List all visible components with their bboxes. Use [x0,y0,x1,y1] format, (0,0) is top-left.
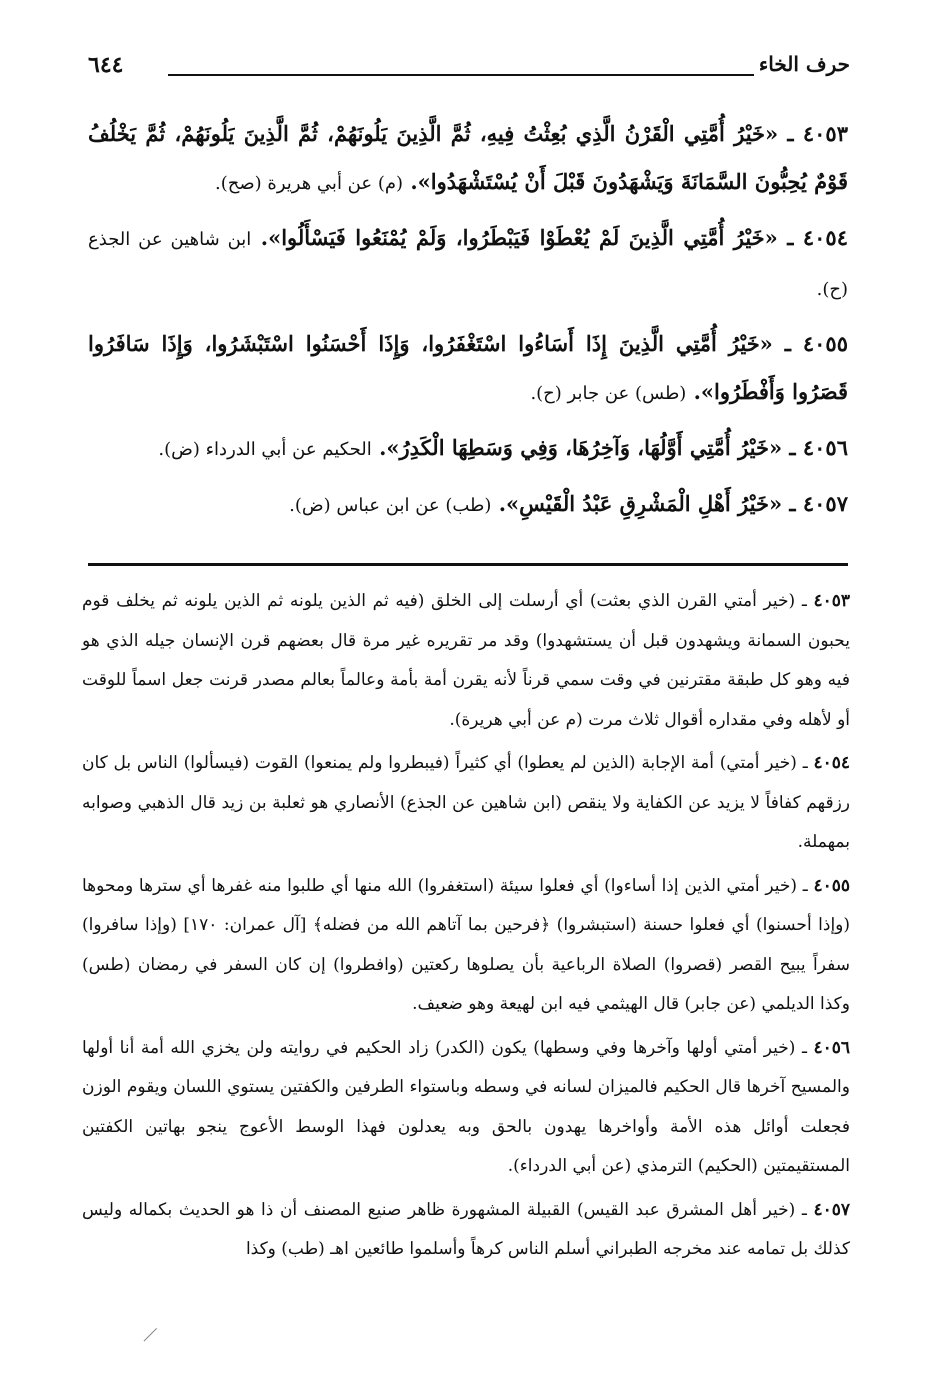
hadith-item: ٤٠٥٥ ـ «خَيْرُ أُمَّتِي الَّذِينَ إِذَا أَسَاءُوا اسْتَغْفَرُوا، وَإِذَا أَحْسَنُوا اسْتَبْشَرُوا، وَإِذَا سَافَرُوا قَصَرُوا وَأَفْطَرُوا». (طس) عن جابر (ح). [88,331,848,404]
commentary-number: ٤٠٥٣ [813,591,850,611]
commentary-text: (خير أهل المشرق عبد القيس) القبيلة المشهورة ظاهر صنيع المصنف أن ذا هو الحديث بكماله وليس كذلك بل تمامه عند مخرجه الطبراني أسلم الناس كرهاً وأسلموا طائعين اهـ (طب) وكذا [82,1199,850,1259]
page-number: ٦٤٤ [88,52,124,78]
hadith-number: ٤٠٥٥ [802,331,848,356]
header-rule [168,74,754,76]
commentary-item: ٤٠٥٦ ـ (خير أمتي أولها وآخرها وفي وسطها) يكون (الكدر) زاد الحكيم في روايته ولن يخزي الله أمة أنا أولها والمسيح آخرها قال الحكيم فالميزان لسانه في وسطه وباستواء الطرفين والكفتين يستوي اللسان ويقوم الوزن فجعلت أوائل هذه الأمة وأواخرها يهدون بالحق وبه يعدلون فهذا الوسط الأعوج ينجو بهاتين الكفتين المستقيمتين (الحكيم) الترمذي (عن أبي الدرداء). [82,1037,851,1176]
commentary-number: ٤٠٥٦ [813,1037,851,1058]
hadith-text: «خَيْرُ أُمَّتِي الَّذِينَ إِذَا أَسَاءُوا اسْتَغْفَرُوا، وَإِذَا أَحْسَنُوا اسْتَبْشَرُوا، وَإِذَا سَافَرُوا قَصَرُوا وَأَفْطَرُوا». [88,331,848,404]
hadith-number: ٤٠٥٦ [802,435,848,460]
hadith-item: ٤٠٥٧ ـ «خَيْرُ أَهْلِ الْمَشْرِقِ عَبْدُ الْقَيْسِ». (طب) عن ابن عباس (ض). [289,491,848,516]
page-header [88,50,850,90]
hadith-source: ابن شاهين عن الجذع (ح). [88,229,848,300]
commentary-text: (خير أمتي) أمة الإجابة (الذين لم يعطوا) أي كثيراً (فيبطروا ولم يمنعوا) القوت (فيسألوا) الناس بل كان رزقهم كفافاً لا يزيد عن الكفاية ولا ينقص (ابن شاهين عن الجذع) الأنصاري هو ثعلبة بن زيد قال الذهبي وصوابه بمهملة. [82,753,850,852]
hadith-list [88,110,848,536]
hadith-source: الحكيم عن أبي الدرداء (ض). [158,439,372,460]
hadith-text: «خَيْرُ أَهْلِ الْمَشْرِقِ عَبْدُ الْقَيْسِ». [498,491,783,516]
commentary-item: ٤٠٥٤ ـ (خير أمتي) أمة الإجابة (الذين لم يعطوا) أي كثيراً (فيبطروا ولم يمنعوا) القوت (فيسألوا) الناس بل كان رزقهم كفافاً لا يزيد عن الكفاية ولا ينقص (ابن شاهين عن الجذع) الأنصاري هو ثعلبة بن زيد قال الذهبي وصوابه بمهملة. [82,753,850,852]
commentary-number: ٤٠٥٧ [813,1199,850,1220]
hadith-text: «خَيْرُ أُمَّتِي الْقَرْنُ الَّذِي بُعِثْتُ فِيهِ، ثُمَّ الَّذِينَ يَلُونَهُمْ، ثُمَّ الَّذِينَ يَلُونَهُمْ، ثُمَّ يَخْلُفُ قَوْمٌ يُحِبُّونَ السَّمَانَةَ وَيَشْهَدُونَ قَبْلَ أَنْ يُسْتَشْهَدُوا». [88,121,848,194]
chapter-title: حرف الخاء [758,52,850,76]
hadith-source: (م) عن أبي هريرة (صح). [215,173,404,194]
hadith-number: ٤٠٥٣ [802,121,848,146]
hadith-source: (طب) عن ابن عباس (ض). [289,495,492,516]
commentary-item: ٤٠٥٧ ـ (خير أهل المشرق عبد القيس) القبيلة المشهورة ظاهر صنيع المصنف أن ذا هو الحديث بكماله وليس كذلك بل تمامه عند مخرجه الطبراني أسلم الناس كرهاً وأسلموا طائعين اهـ (طب) وكذا [82,1199,850,1259]
hadith-text: «خَيْرُ أُمَّتِي الَّذِينَ لَمْ يُعْطَوْا فَيَبْطَرُوا، وَلَمْ يُمْنَعُوا فَيَسْأَلُوا». [260,225,778,250]
commentary-number: ٤٠٥٥ [813,875,850,896]
commentary-item: ٤٠٥٣ ـ (خير أمتي القرن الذي بعثت) أي أرسلت إلى الخلق (فيه ثم الذين يلونه ثم الذين يلونه ثم يخلف قوم يحبون السمانة ويشهدون قبل أن يستشهدوا) وقد مر تقريره غير مرة قال بعضهم قرن الإنسان جيله الذي هو فيه وهو كل طبقة مقترنين في وقت سمي قرناً لأنه يقرن أمة بأمة وعالماً بعالم مصدر قرنت جعل اسماً للوقت أو لأهله وفي مقداره أقوال ثلاث مرت (م عن أبي هريرة). [82,591,850,730]
commentary-text: (خير أمتي أولها وآخرها وفي وسطها) يكون (الكدر) زاد الحكيم في روايته ولن يخزي الله أمة أنا أولها والمسيح آخرها قال الحكيم فالميزان لسانه في وسطه وباستواء الطرفين والكفتين يستوي اللسان ويقوم الوزن فجعلت أوائل هذه الأمة وأواخرها يهدون بالحق وبه يعدلون فهذا الوسط الأعوج ينجو بهاتين الكفتين المستقيمتين (الحكيم) الترمذي (عن أبي الدرداء). [82,1037,850,1176]
hadith-text: «خَيْرُ أُمَّتِي أَوَّلُهَا، وَآخِرُهَا، وَفِي وَسَطِهَا الْكَدِرُ». [379,435,783,460]
stray-mark [144,1328,166,1350]
hadith-item: ٤٠٥٤ ـ «خَيْرُ أُمَّتِي الَّذِينَ لَمْ يُعْطَوْا فَيَبْطَرُوا، وَلَمْ يُمْنَعُوا فَيَسْأَلُوا». ابن شاهين عن الجذع (ح). [88,225,848,300]
hadith-number: ٤٠٥٧ [802,491,848,516]
hadith-item: ٤٠٥٣ ـ «خَيْرُ أُمَّتِي الْقَرْنُ الَّذِي بُعِثْتُ فِيهِ، ثُمَّ الَّذِينَ يَلُونَهُمْ، ثُمَّ الَّذِينَ يَلُونَهُمْ، ثُمَّ يَخْلُفُ قَوْمٌ يُحِبُّونَ السَّمَانَةَ وَيَشْهَدُونَ قَبْلَ أَنْ يُسْتَشْهَدُوا». (م) عن أبي هريرة (صح). [88,121,848,194]
commentary-text: (خير أمتي القرن الذي بعثت) أي أرسلت إلى الخلق (فيه ثم الذين يلونه ثم الذين يلونه ثم يخلف قوم يحبون السمانة ويشهدون قبل أن يستشهدوا) وقد مر تقريره غير مرة قال بعضهم قرن الإنسان جيله الذي هو فيه وهو كل طبقة مقترنين في وقت سمي قرناً لأنه يقرن أمة بأمة وعالماً بعالم مصدر قرنت جعل اسماً للوقت أو لأهله وفي مقداره أقوال ثلاث مرت (م عن أبي هريرة). [82,591,850,730]
hadith-number: ٤٠٥٤ [802,225,848,250]
commentary-list [82,582,850,1274]
commentary-text: (خير أمتي الذين إذا أساءوا) أي فعلوا سيئة (استغفروا) الله منها أي طلبوا منه غفرها أي سترها ومحوها (وإذا أحسنوا) أي فعلوا حسنة (استبشروا) ﴿فرحين بما آتاهم الله من فضله﴾ [آل عمران: ١٧٠] (وإذا سافروا) سفراً يبيح القصر (قصروا) الصلاة الرباعية بأن يصلوها ركعتين (وافطروا) إن كان السفر في رمضان (طس) وكذا الديلمي (عن جابر) قال الهيثمي فيه ابن لهيعة وهو ضعيف. [82,875,851,1014]
commentary-number: ٤٠٥٤ [813,753,850,773]
commentary-item: ٤٠٥٥ ـ (خير أمتي الذين إذا أساءوا) أي فعلوا سيئة (استغفروا) الله منها أي طلبوا منه غفرها أي سترها ومحوها (وإذا أحسنوا) أي فعلوا حسنة (استبشروا) ﴿فرحين بما آتاهم الله من فضله﴾ [آل عمران: ١٧٠] (وإذا سافروا) سفراً يبيح القصر (قصروا) الصلاة الرباعية بأن يصلوها ركعتين (وافطروا) إن كان السفر في رمضان (طس) وكذا الديلمي (عن جابر) قال الهيثمي فيه ابن لهيعة وهو ضعيف. [82,875,851,1014]
section-divider [88,563,848,566]
hadith-item: ٤٠٥٦ ـ «خَيْرُ أُمَّتِي أَوَّلُهَا، وَآخِرُهَا، وَفِي وَسَطِهَا الْكَدِرُ». الحكيم عن أبي الدرداء (ض). [158,435,848,460]
hadith-source: (طس) عن جابر (ح). [530,383,687,404]
